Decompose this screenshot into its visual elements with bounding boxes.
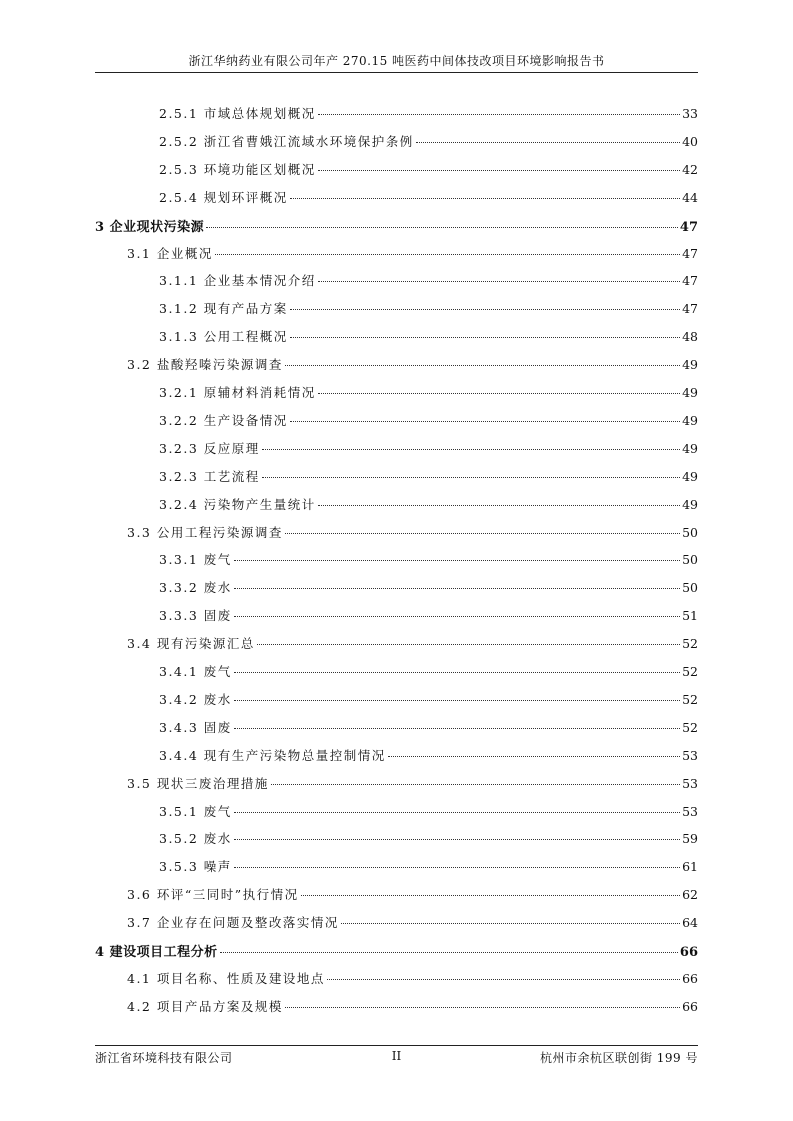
toc-entry-label: 4.2 项目产品方案及规模 xyxy=(127,998,283,1014)
toc-dot-leader xyxy=(262,449,680,450)
toc-entry-label: 3.4 现有污染源汇总 xyxy=(127,636,255,652)
toc-entry[interactable] xyxy=(159,271,698,289)
toc-dot-leader xyxy=(290,337,680,338)
toc-entry-page-number: 48 xyxy=(682,329,698,345)
toc-entry-label: 3.3.1 废气 xyxy=(159,552,232,568)
toc-entry-page-number: 53 xyxy=(682,775,698,791)
footer-page-number: II xyxy=(391,1049,402,1063)
toc-entry[interactable] xyxy=(159,690,698,708)
toc-dot-leader xyxy=(234,812,680,813)
toc-entry-page-number: 53 xyxy=(682,803,698,819)
toc-entry-page-number: 62 xyxy=(682,887,698,903)
toc-entry-label: 3.1.2 现有产品方案 xyxy=(159,301,288,317)
toc-entry[interactable] xyxy=(159,383,698,401)
toc-entry-page-number: 49 xyxy=(682,385,698,400)
toc-entry[interactable] xyxy=(95,941,698,959)
toc-entry-label: 2.5.3 环境功能区划概况 xyxy=(159,161,316,177)
toc-entry-label: 3.2.1 原辅材料消耗情况 xyxy=(159,385,316,400)
toc-entry-label: 2.5.2 浙江省曹娥江流域水环境保护条例 xyxy=(159,133,414,149)
toc-entry[interactable] xyxy=(159,746,698,764)
toc-entry[interactable] xyxy=(159,327,698,345)
toc-entry[interactable] xyxy=(127,523,698,541)
toc-dot-leader xyxy=(234,560,680,561)
toc-dot-leader xyxy=(257,644,680,645)
toc-entry-label: 3.1 企业概况 xyxy=(127,245,213,261)
toc-entry[interactable] xyxy=(159,606,698,624)
toc-entry-label: 2.5.4 规划环评概况 xyxy=(159,189,288,205)
toc-entry[interactable] xyxy=(159,550,698,568)
toc-dot-leader xyxy=(271,784,680,785)
toc-entry[interactable] xyxy=(127,244,698,262)
toc-entry-page-number: 52 xyxy=(682,664,698,679)
toc-entry-label: 3.6 环评“三同时”执行情况 xyxy=(127,887,299,903)
toc-entry-label: 3.4.2 废水 xyxy=(159,691,232,707)
toc-entry-page-number: 47 xyxy=(682,273,698,289)
toc-entry-page-number: 66 xyxy=(682,970,698,986)
toc-entry-page-number: 66 xyxy=(679,945,698,960)
toc-dot-leader xyxy=(388,756,680,757)
toc-entry-page-number: 64 xyxy=(682,915,698,931)
toc-dot-leader xyxy=(301,895,680,896)
toc-entry-label: 3.4.1 废气 xyxy=(159,664,232,679)
toc-dot-leader xyxy=(234,672,680,673)
toc-entry-page-number: 49 xyxy=(682,468,698,484)
toc-entry[interactable] xyxy=(127,997,698,1015)
toc-entry-page-number: 40 xyxy=(682,133,698,149)
toc-entry[interactable] xyxy=(127,913,698,931)
toc-entry-label: 3.4.4 现有生产污染物总量控制情况 xyxy=(159,747,386,763)
toc-entry-page-number: 50 xyxy=(682,524,698,540)
footer-address: 杭州市余杭区联创街 199 号 xyxy=(539,1051,698,1065)
footer-divider xyxy=(95,1045,698,1046)
toc-entry[interactable] xyxy=(159,718,698,736)
toc-entry[interactable] xyxy=(159,802,698,820)
toc-dot-leader xyxy=(318,170,680,171)
toc-entry-label: 3.3 公用工程污染源调查 xyxy=(127,524,283,540)
toc-dot-leader xyxy=(290,309,680,310)
toc-entry-label: 3.5.1 废气 xyxy=(159,803,232,819)
toc-dot-leader xyxy=(285,365,680,366)
toc-dot-leader xyxy=(215,254,680,255)
toc-dot-leader xyxy=(262,477,680,478)
toc-entry-page-number: 61 xyxy=(682,859,698,875)
toc-dot-leader xyxy=(290,421,680,422)
toc-dot-leader xyxy=(234,588,680,589)
toc-entry-page-number: 47 xyxy=(679,219,698,235)
toc-entry-page-number: 52 xyxy=(682,719,698,735)
toc-dot-leader xyxy=(318,505,680,506)
toc-entry[interactable] xyxy=(159,299,698,317)
page-header-title: 浙江华纳药业有限公司年产 270.15 吨医药中间体技改项目环境影响报告书 xyxy=(188,54,605,68)
toc-entry[interactable] xyxy=(159,662,698,680)
toc-dot-leader xyxy=(206,227,678,228)
toc-entry[interactable] xyxy=(159,467,698,485)
toc-entry-label: 3.2.3 工艺流程 xyxy=(159,468,260,484)
toc-entry[interactable] xyxy=(159,104,698,122)
toc-entry-label: 3.7 企业存在问题及整改落实情况 xyxy=(127,915,339,931)
toc-dot-leader xyxy=(327,979,680,980)
toc-entry-page-number: 49 xyxy=(682,496,698,512)
toc-entry[interactable] xyxy=(95,216,698,234)
toc-entry[interactable] xyxy=(159,132,698,150)
toc-dot-leader xyxy=(285,533,680,534)
toc-dot-leader xyxy=(318,114,680,115)
toc-entry-label: 3.2.2 生产设备情况 xyxy=(159,412,288,428)
toc-entry-label: 3.1.1 企业基本情况介绍 xyxy=(159,273,316,289)
toc-entry-page-number: 42 xyxy=(682,161,698,177)
toc-dot-leader xyxy=(416,142,680,143)
toc-entry-page-number: 50 xyxy=(682,552,698,568)
toc-entry-page-number: 50 xyxy=(682,580,698,596)
toc-entry-label: 3.3.3 固废 xyxy=(159,608,232,624)
toc-entry[interactable] xyxy=(159,829,698,847)
toc-entry-label: 3.1.3 公用工程概况 xyxy=(159,329,288,345)
toc-entry-page-number: 49 xyxy=(682,357,698,373)
toc-entry[interactable] xyxy=(159,495,698,513)
toc-entry[interactable] xyxy=(127,355,698,373)
toc-dot-leader xyxy=(285,1007,680,1008)
toc-dot-leader xyxy=(234,728,680,729)
toc-entry-label: 3.2.3 反应原理 xyxy=(159,440,260,456)
toc-entry-label: 3.5.3 噪声 xyxy=(159,859,232,875)
toc-entry-page-number: 44 xyxy=(682,189,698,205)
toc-entry-label: 3.3.2 废水 xyxy=(159,580,232,596)
toc-entry-page-number: 53 xyxy=(682,747,698,763)
toc-entry[interactable] xyxy=(159,160,698,178)
toc-entry-label: 3.2 盐酸羟嗪污染源调查 xyxy=(127,357,283,373)
toc-entry[interactable] xyxy=(127,885,698,903)
toc-entry[interactable] xyxy=(127,774,698,792)
toc-dot-leader xyxy=(234,839,680,840)
toc-dot-leader xyxy=(220,952,678,953)
toc-entry-label: 2.5.1 市域总体规划概况 xyxy=(159,106,316,121)
toc-entry-label: 3.5.2 废水 xyxy=(159,831,232,847)
toc-entry[interactable] xyxy=(127,634,698,652)
toc-dot-leader xyxy=(234,700,680,701)
toc-entry-page-number: 52 xyxy=(682,636,698,652)
toc-entry-label: 3.2.4 污染物产生量统计 xyxy=(159,496,316,512)
toc-entry-page-number: 49 xyxy=(682,440,698,456)
toc-entry[interactable] xyxy=(159,188,698,206)
toc-dot-leader xyxy=(234,867,680,868)
toc-dot-leader xyxy=(290,198,680,199)
toc-dot-leader xyxy=(318,281,680,282)
toc-entry-page-number: 49 xyxy=(682,412,698,428)
toc-entry-label: 4.1 项目名称、性质及建设地点 xyxy=(127,970,325,986)
toc-dot-leader xyxy=(234,616,680,617)
toc-dot-leader xyxy=(341,923,680,924)
toc-entry[interactable] xyxy=(127,969,698,987)
toc-entry[interactable] xyxy=(159,439,698,457)
toc-entry-label: 3.5 现状三废治理措施 xyxy=(127,775,269,791)
toc-entry-label: 3.4.3 固废 xyxy=(159,719,232,735)
toc-dot-leader xyxy=(318,393,680,394)
toc-entry-page-number: 59 xyxy=(682,831,698,847)
toc-entry-page-number: 47 xyxy=(682,301,698,317)
toc-entry-page-number: 33 xyxy=(682,106,698,121)
toc-entry[interactable] xyxy=(159,411,698,429)
toc-entry-page-number: 52 xyxy=(682,691,698,707)
toc-entry-page-number: 51 xyxy=(682,608,698,624)
toc-entry-page-number: 66 xyxy=(682,998,698,1014)
toc-entry[interactable] xyxy=(159,857,698,875)
toc-entry[interactable] xyxy=(159,578,698,596)
toc-entry-label: 3 企业现状污染源 xyxy=(95,219,205,235)
toc-entry-page-number: 47 xyxy=(682,245,698,261)
toc-entry-label: 4 建设项目工程分析 xyxy=(95,945,218,960)
footer-company: 浙江省环境科技有限公司 xyxy=(95,1051,233,1065)
